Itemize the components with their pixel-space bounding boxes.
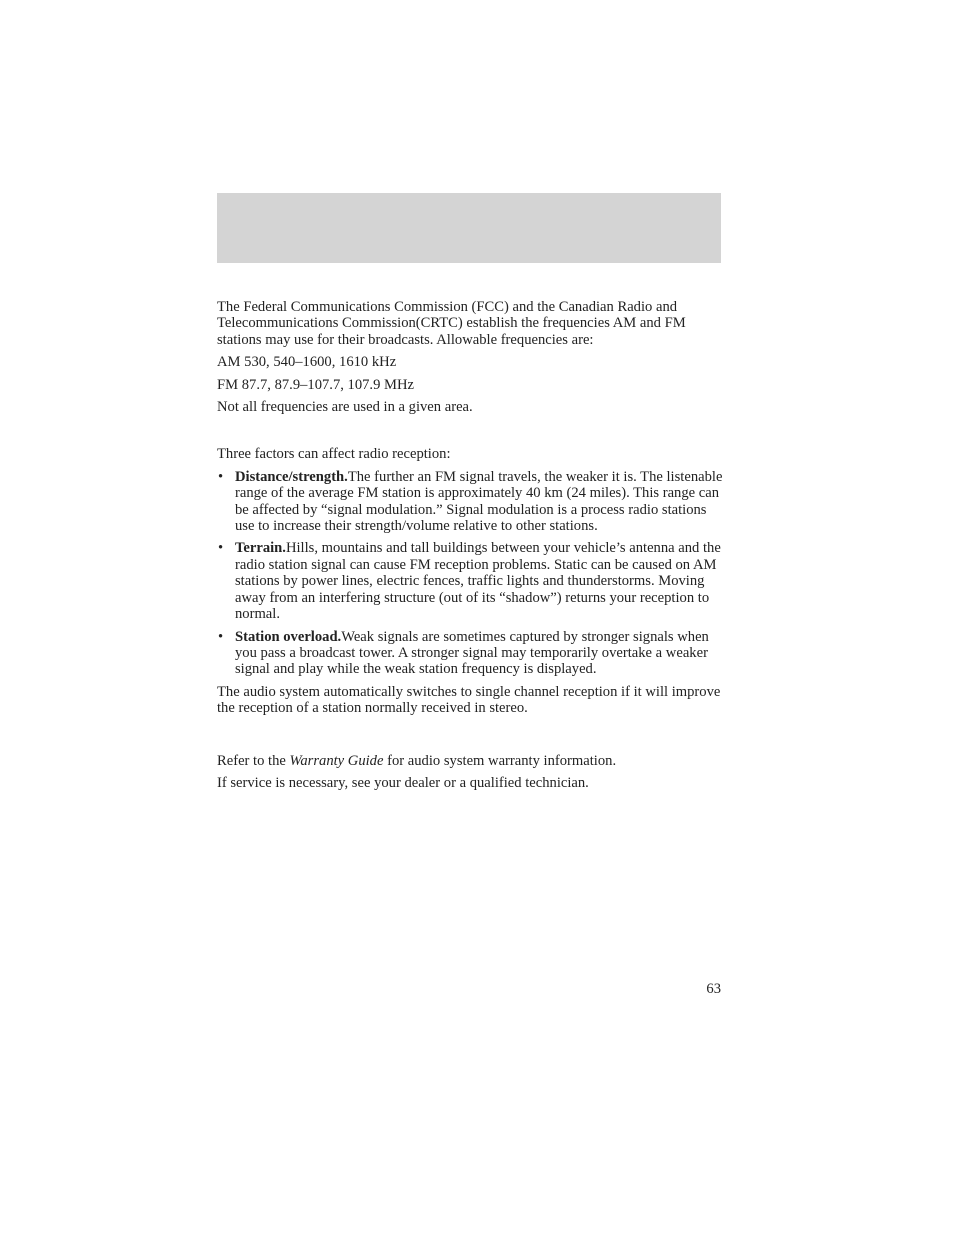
warranty-guide-title: Warranty Guide xyxy=(289,752,384,769)
stereo-note: The audio system automatically switches to single channel reception if it will improve the reception of a station normally received in stereo. xyxy=(217,683,721,717)
factor-text: The further an FM signal travels, the weaker it is. The listenable range of the average FM station is approximately 40 km (24 miles). This range can be affected by “signal modulation.” Signal modulation is a process radio stations use to increase their strength/volume relative to other stations. xyxy=(235,468,723,535)
page-number: 63 xyxy=(706,981,721,997)
am-frequencies: AM 530, 540–1600, 1610 kHz xyxy=(217,354,397,371)
list-item xyxy=(217,540,723,622)
service-paragraph: If service is necessary, see your dealer or a qualified technician. xyxy=(217,774,589,791)
page-content xyxy=(217,299,723,791)
bullet-icon: • xyxy=(218,628,224,645)
bullet-icon: • xyxy=(218,540,224,557)
factor-term: Terrain. xyxy=(235,540,286,557)
reception-factors-list xyxy=(217,469,723,678)
section-header-band xyxy=(217,193,721,263)
list-item xyxy=(217,469,723,535)
warranty-suffix: for audio system warranty information. xyxy=(383,752,617,769)
intro-paragraph: The Federal Communications Commission (FCC) and the Canadian Radio and Telecommunications Commission(CRTC) establish the frequencies AM and FM stations may use for their broadcasts. Allowable frequencies are: xyxy=(217,299,686,348)
factor-term: Distance/strength. xyxy=(235,468,348,485)
warranty-paragraph xyxy=(217,753,723,769)
reception-lead: Three factors can affect radio reception: xyxy=(217,446,451,463)
factor-text: Hills, mountains and tall buildings between your vehicle’s antenna and the radio station signal can cause FM reception problems. Static can be caused on AM stations by power lines, electric fences, traffic lights and thunderstorms. Moving away from an interfering structure (out of its “shadow”) returns your reception to normal. xyxy=(235,540,721,623)
list-item xyxy=(217,629,723,678)
frequency-note: Not all frequencies are used in a given area. xyxy=(217,399,473,416)
factor-text: Weak signals are sometimes captured by stronger signals when you pass a broadcast tower. A stronger signal may temporarily overtake a weaker signal and play while the weak station frequency is displayed. xyxy=(235,628,709,678)
fm-frequencies: FM 87.7, 87.9–107.7, 107.9 MHz xyxy=(217,376,415,393)
warranty-prefix: Refer to the xyxy=(217,752,290,769)
bullet-icon: • xyxy=(218,468,224,485)
factor-term: Station overload. xyxy=(235,628,342,645)
